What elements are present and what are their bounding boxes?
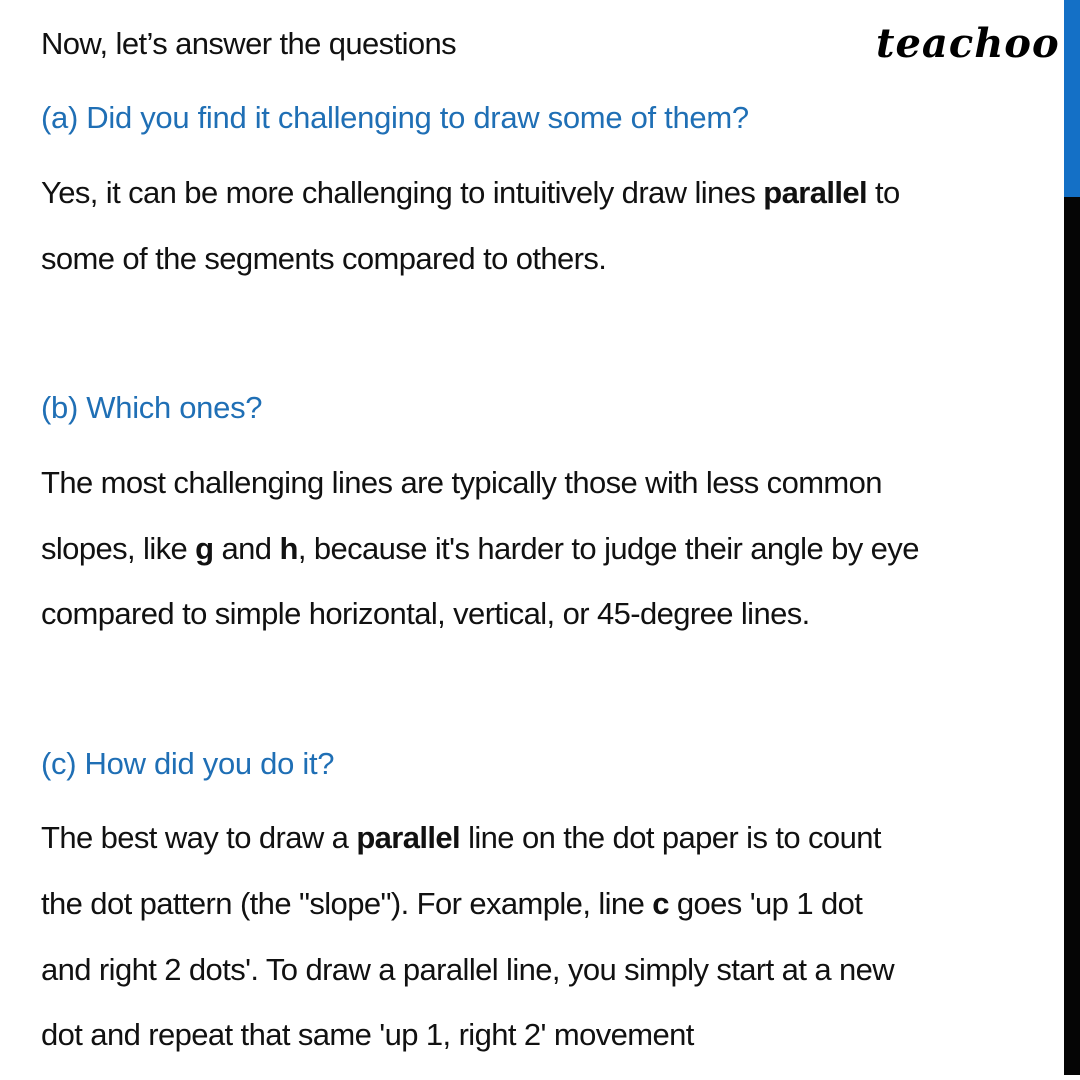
bold-term: parallel bbox=[356, 820, 461, 855]
answer-a-line-1 bbox=[41, 175, 900, 211]
answer-c-line-3: and right 2 dots'. To draw a parallel line, you simply start at a new bbox=[41, 952, 895, 987]
question-b: (b) Which ones? bbox=[41, 390, 263, 425]
answer-b-line-3: compared to simple horizontal, vertical, or 45-degree lines. bbox=[41, 596, 810, 631]
answer-b-line-1: The most challenging lines are typically those with less common bbox=[41, 465, 882, 500]
answer-c-line-1 bbox=[41, 820, 881, 856]
teachoo-logo: teachoo bbox=[876, 20, 1060, 67]
side-dark-bar bbox=[1064, 197, 1080, 1075]
text: to bbox=[867, 175, 900, 210]
page-title: Now, let’s answer the questions bbox=[41, 26, 457, 61]
question-c: (c) How did you do it? bbox=[41, 746, 335, 781]
answer-c-line-4: dot and repeat that same 'up 1, right 2' movement bbox=[41, 1017, 694, 1052]
text: slopes, like bbox=[41, 531, 196, 566]
bold-term: parallel bbox=[763, 175, 868, 210]
bold-term: g bbox=[195, 531, 214, 566]
side-accent-bar bbox=[1064, 0, 1080, 197]
text: the dot pattern (the "slope"). For example, line bbox=[41, 886, 653, 921]
text: line on the dot paper is to count bbox=[460, 820, 881, 855]
answer-c-line-2 bbox=[41, 886, 862, 922]
text: Yes, it can be more challenging to intuitively draw lines bbox=[41, 175, 764, 210]
question-a: (a) Did you find it challenging to draw some of them? bbox=[41, 100, 749, 135]
text: goes 'up 1 dot bbox=[668, 886, 863, 921]
answer-b-line-2 bbox=[41, 531, 919, 567]
bold-term: h bbox=[279, 531, 298, 566]
text: , because it's harder to judge their angle by eye bbox=[297, 531, 919, 566]
text: and bbox=[213, 531, 280, 566]
text: The best way to draw a bbox=[41, 820, 357, 855]
answer-a-line-2: some of the segments compared to others. bbox=[41, 241, 607, 276]
bold-term: c bbox=[652, 886, 669, 921]
